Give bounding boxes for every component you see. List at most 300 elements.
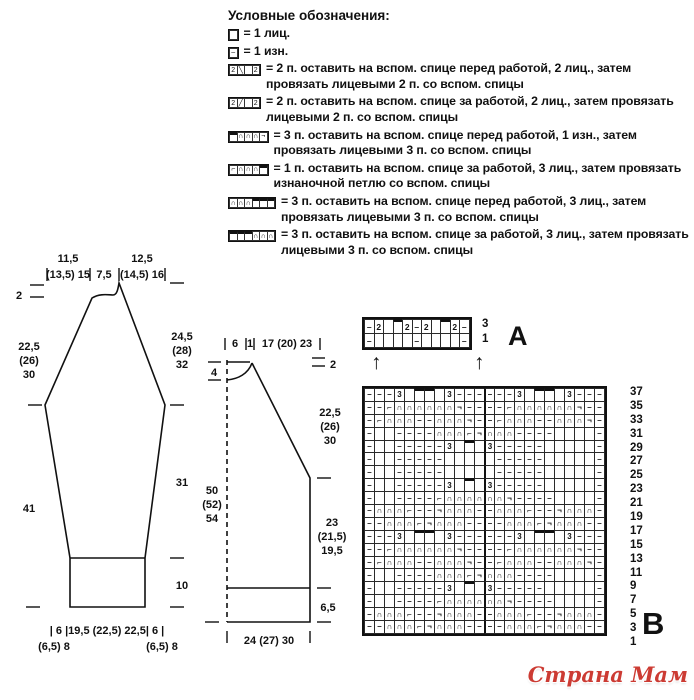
- stitch-cell: –: [404, 440, 415, 454]
- row-number: 21: [630, 497, 643, 510]
- stitch-cell: 2: [450, 319, 461, 334]
- stitch-cell: ∩: [444, 556, 455, 570]
- stitch-cell: ⌐: [404, 504, 415, 518]
- sleeve-left-upper: 30: [22, 369, 36, 381]
- stitch-cell: ∩: [434, 556, 445, 570]
- stitch-cell: –: [464, 620, 475, 634]
- stitch-cell: ∩: [394, 504, 405, 518]
- legend-title: Условные обозначения:: [228, 8, 390, 23]
- body-side-length: (21,5): [317, 531, 347, 543]
- stitch-cell: –: [534, 440, 545, 454]
- stitch-cell: –: [524, 491, 535, 505]
- body-total-length: 50: [205, 485, 219, 497]
- stitch-cell: ∩: [404, 620, 415, 634]
- stitch-cell: ∩: [494, 607, 505, 621]
- sleeve-left-upper: 22,5: [18, 341, 40, 353]
- stitch-cell: –: [404, 568, 415, 582]
- stitch-cell: ∩: [444, 543, 455, 557]
- stitch-cell: ⌐: [384, 401, 395, 415]
- body-front-neck-curve: [227, 363, 252, 380]
- stitch-cell: –: [404, 465, 415, 479]
- stitch-cell: –: [534, 427, 545, 441]
- sleeve-right-upper: (28): [172, 345, 192, 357]
- stitch-cell: ∩: [494, 594, 505, 608]
- stitch-cell: ⌐: [504, 401, 515, 415]
- stitch-cell: ∩: [564, 543, 575, 557]
- stitch-cell: ∩: [404, 543, 415, 557]
- stitch-cell: –: [404, 452, 415, 466]
- stitch-cell: –: [434, 465, 445, 479]
- stitch-cell: –: [514, 440, 525, 454]
- stitch-cell: ∩: [554, 414, 565, 428]
- stitch-cell: ∩: [238, 133, 244, 141]
- stitch-cell: ∩: [374, 607, 385, 621]
- stitch-cell: –: [394, 594, 405, 608]
- stitch-cell: –: [494, 517, 505, 531]
- stitch-cell: ∩: [444, 594, 455, 608]
- stitch-cell: –: [414, 504, 425, 518]
- cable-2-back-icon: [228, 97, 261, 109]
- repeat-arrow-icon: ↑: [474, 351, 485, 374]
- stitch-cell: ⌐: [414, 620, 425, 634]
- stitch-cell: ¬: [454, 401, 465, 415]
- stitch-cell: [267, 198, 276, 208]
- stitch-cell: ⌐: [384, 543, 395, 557]
- stitch-cell: ⌐: [534, 517, 545, 531]
- stitch-cell: –: [494, 581, 505, 595]
- chart-a-row-numbers: [482, 317, 488, 347]
- chart-a-label: A: [508, 321, 528, 351]
- stitch-cell: ⌐: [504, 543, 515, 557]
- stitch-cell: ∩: [404, 556, 415, 570]
- stitch-cell: –: [524, 568, 535, 582]
- stitch-cell: –: [534, 504, 545, 518]
- stitch-cell: ∩: [564, 607, 575, 621]
- stitch-cell: ∩: [544, 401, 555, 415]
- stitch-cell: ∩: [494, 427, 505, 441]
- row-number: 1: [482, 333, 489, 345]
- stitch-cell: ∩: [444, 401, 455, 415]
- stitch-cell: ⌐: [524, 504, 535, 518]
- row-number: 5: [630, 608, 637, 621]
- stitch-cell: ∩: [394, 543, 405, 557]
- stitch-cell: –: [459, 333, 470, 348]
- stitch-cell: –: [584, 620, 595, 634]
- stitch-cell: 3: [394, 530, 405, 544]
- stitch-cell: ∩: [454, 504, 465, 518]
- stitch-cell: ∩: [384, 414, 395, 428]
- stitch-cell: –: [504, 465, 515, 479]
- legend-item-cable-3-3-back: [228, 227, 690, 258]
- stitch-cell: –: [364, 452, 375, 466]
- stitch-cell: ∩: [434, 543, 445, 557]
- legend-item-text: = 2 п. оставить на вспом. спице за работой, 2 лиц., затем провязать лицевыми 2 п. со вспом. спицы: [266, 94, 674, 125]
- stitch-cell: –: [594, 543, 605, 557]
- stitch-cell: ∩: [484, 594, 495, 608]
- stitch-cell: –: [514, 568, 525, 582]
- stitch-cell: ¬: [464, 414, 475, 428]
- stitch-cell: ╲: [237, 65, 246, 75]
- row-number: 17: [630, 524, 643, 537]
- stitch-cell: ∩: [394, 517, 405, 531]
- body-raglan-and-side: [227, 363, 310, 622]
- sleeve-top-width-left: 11,5: [57, 253, 79, 265]
- sleeve-right-cuff: 10: [175, 580, 189, 592]
- stitch-cell: [229, 30, 238, 40]
- stitch-cell: ∩: [444, 568, 455, 582]
- stitch-cell: 2: [229, 65, 238, 75]
- stitch-cell: ∩: [574, 607, 585, 621]
- row-number: 35: [630, 399, 643, 412]
- stitch-cell: ¬: [474, 427, 485, 441]
- row-number: 11: [630, 566, 643, 579]
- stitch-cell: ∩: [554, 620, 565, 634]
- stitch-cell: –: [544, 607, 555, 621]
- legend-item-cable-3-front-1: [228, 128, 690, 159]
- stitch-cell: –: [424, 607, 435, 621]
- stitch-cell: –: [534, 568, 545, 582]
- row-number: 9: [630, 580, 637, 593]
- stitch-cell: ⌐: [494, 556, 505, 570]
- stitch-cell: –: [584, 401, 595, 415]
- stitch-cell: –: [434, 440, 445, 454]
- body-rib-height: 6,5: [320, 602, 336, 614]
- stitch-cell: –: [524, 427, 535, 441]
- stitch-cell: ∩: [394, 620, 405, 634]
- stitch-cell: –: [594, 620, 605, 634]
- stitch-cell: –: [594, 607, 605, 621]
- sleeve-bottom-left-sub: (6,5) 8: [38, 641, 70, 653]
- row-number: 3: [482, 318, 489, 330]
- stitch-cell: ∩: [494, 504, 505, 518]
- stitch-cell: –: [584, 517, 595, 531]
- stitch-cell: ∩: [444, 607, 455, 621]
- stitch-cell: –: [544, 491, 555, 505]
- stitch-cell: ∩: [474, 491, 485, 505]
- stitch-cell: –: [594, 440, 605, 454]
- stitch-cell: –: [414, 478, 425, 492]
- row-number: 31: [630, 427, 643, 440]
- stitch-cell: –: [414, 594, 425, 608]
- stitch-cell: –: [414, 491, 425, 505]
- stitch-cell: –: [424, 465, 435, 479]
- stitch-cell: ∩: [524, 543, 535, 557]
- stitch-cell: –: [414, 414, 425, 428]
- stitch-cell: ¬: [584, 414, 595, 428]
- stitch-cell: ∩: [574, 517, 585, 531]
- stitch-cell: ∩: [574, 414, 585, 428]
- body-side-length: 23: [325, 517, 339, 529]
- stitch-cell: –: [454, 530, 465, 544]
- stitch-cell: –: [459, 319, 470, 334]
- stitch-cell: –: [364, 517, 375, 531]
- cable-3-3-back-icon: [228, 230, 276, 242]
- stitch-cell: –: [414, 607, 425, 621]
- stitch-cell: ∩: [484, 427, 495, 441]
- repeat-arrow-icon: ↑: [371, 351, 382, 374]
- row-number: 1: [630, 636, 637, 649]
- stitch-cell: –: [414, 440, 425, 454]
- stitch-cell: –: [524, 440, 535, 454]
- stitch-cell: ∩: [444, 620, 455, 634]
- stitch-cell: –: [394, 452, 405, 466]
- stitch-cell: –: [514, 465, 525, 479]
- body-top-neck-width: 6: [231, 338, 239, 350]
- stitch-cell: –: [424, 491, 435, 505]
- stitch-cell: –: [534, 465, 545, 479]
- stitch-cell: ⌐: [374, 414, 385, 428]
- stitch-cell: 3: [444, 440, 455, 454]
- stitch-cell: ∩: [268, 232, 274, 240]
- stitch-cell: –: [424, 568, 435, 582]
- body-total-length: (52): [202, 499, 222, 511]
- stitch-cell: ⌐: [494, 414, 505, 428]
- body-side-length: 19,5: [321, 545, 343, 557]
- row-number: 13: [630, 552, 643, 565]
- stitch-cell: –: [494, 530, 505, 544]
- stitch-cell: ∩: [454, 491, 465, 505]
- stitch-cell: ∩: [554, 543, 565, 557]
- sleeve-left-upper: (26): [19, 355, 39, 367]
- stitch-cell: –: [524, 594, 535, 608]
- stitch-cell: ∩: [454, 414, 465, 428]
- sleeve-bottom-right-sub: (6,5) 8: [146, 641, 178, 653]
- stitch-cell: [259, 165, 268, 175]
- stitch-cell: –: [364, 581, 375, 595]
- stitch-cell: –: [534, 581, 545, 595]
- stitch-cell: ∩: [434, 414, 445, 428]
- stitch-cell: –: [484, 607, 495, 621]
- symbol-legend: [228, 8, 690, 261]
- stitch-cell: ∩: [238, 199, 244, 207]
- legend-item-knit: [228, 26, 690, 42]
- stitch-cell: ∩: [384, 556, 395, 570]
- legend-item-cable-1-back-3: [228, 161, 690, 192]
- legend-item-text: = 2 п. оставить на вспом. спице перед работой, 2 лиц., затем провязать лицевыми 2 п. со вспом. спицы: [266, 61, 632, 91]
- stitch-cell: ∩: [414, 401, 425, 415]
- stitch-cell: ∩: [544, 543, 555, 557]
- stitch-cell: –: [424, 452, 435, 466]
- stitch-cell: –: [594, 414, 605, 428]
- row-number: 33: [630, 413, 643, 426]
- stitch-cell: ∩: [394, 607, 405, 621]
- stitch-cell: –: [484, 414, 495, 428]
- stitch-cell: ∩: [464, 594, 475, 608]
- stitch-cell: –: [474, 530, 485, 544]
- stitch-cell: ∩: [424, 401, 435, 415]
- sleeve-top-width-right-sub: (14,5) 16: [119, 269, 165, 281]
- stitch-cell: –: [484, 543, 495, 557]
- stitch-cell: –: [484, 620, 495, 634]
- stitch-cell: –: [474, 517, 485, 531]
- stitch-cell: –: [364, 543, 375, 557]
- stitch-cell: –: [364, 568, 375, 582]
- stitch-cell: –: [414, 568, 425, 582]
- cable-2-front-icon: [228, 64, 261, 76]
- stitch-cell: ∩: [444, 504, 455, 518]
- stitch-cell: ¬: [424, 620, 435, 634]
- stitch-cell: ⌐: [524, 607, 535, 621]
- legend-item-text: = 1 п. оставить на вспом. спице за работой, 3 лиц., затем провязать изнаночной петлю со вспом. спицы: [273, 160, 682, 191]
- stitch-cell: ⌐: [404, 607, 415, 621]
- row-number: 15: [630, 538, 643, 551]
- stitch-cell: –: [464, 543, 475, 557]
- stitch-cell: –: [404, 478, 415, 492]
- stitch-cell: –: [474, 388, 485, 402]
- stitch-cell: ∩: [564, 620, 575, 634]
- stitch-cell: ⌐: [464, 568, 475, 582]
- sleeve-top-width-center: 7,5: [96, 269, 112, 281]
- legend-item-text: = 3 п. оставить на вспом. спице перед работой, 3 лиц., затем провязать лицевыми 3 п. со вспом. спицы: [281, 194, 647, 224]
- body-schematic: [190, 330, 360, 665]
- stitch-cell: –: [464, 517, 475, 531]
- stitch-cell: –: [514, 581, 525, 595]
- stitch-cell: –: [484, 530, 495, 544]
- stitch-cell: –: [394, 491, 405, 505]
- stitch-cell: ∩: [434, 568, 445, 582]
- sleeve-top-width-right: 12,5: [131, 253, 153, 265]
- stitch-cell: ∩: [404, 517, 415, 531]
- body-total-length: 54: [205, 513, 219, 525]
- stitch-cell: ∩: [394, 414, 405, 428]
- stitch-cell: ∩: [404, 401, 415, 415]
- stitch-cell: –: [464, 530, 475, 544]
- stitch-cell: ∩: [574, 556, 585, 570]
- stitch-cell: –: [384, 530, 395, 544]
- stitch-cell: ∩: [454, 607, 465, 621]
- stitch-cell: ∩: [384, 517, 395, 531]
- stitch-cell: ∩: [574, 620, 585, 634]
- stitch-cell: ∩: [414, 543, 425, 557]
- stitch-cell: ¬: [454, 543, 465, 557]
- stitch-cell: –: [494, 401, 505, 415]
- row-number: 37: [630, 386, 643, 398]
- stitch-cell: ∩: [534, 401, 545, 415]
- stitch-cell: –: [474, 543, 485, 557]
- legend-item-cable-2-front: [228, 61, 690, 92]
- body-raglan-length: 22,5: [319, 407, 341, 419]
- stitch-cell: –: [474, 414, 485, 428]
- stitch-cell: –: [364, 607, 375, 621]
- stitch-cell: ¬: [434, 504, 445, 518]
- stitch-cell: –: [414, 465, 425, 479]
- legend-item-text: = 3 п. оставить на вспом. спице перед работой, 1 изн., затем провязать лицевыми 3 п. со вспом. спицы: [273, 127, 637, 158]
- stitch-cell: 3: [564, 388, 575, 402]
- stitch-cell: ∩: [504, 607, 515, 621]
- stitch-cell: –: [374, 543, 385, 557]
- stitch-cell: ∩: [534, 543, 545, 557]
- stitch-cell: ¬: [434, 607, 445, 621]
- stitch-cell: –: [594, 556, 605, 570]
- stitch-cell: ∩: [253, 232, 259, 240]
- stitch-cell: –: [494, 478, 505, 492]
- cable-3-3-front-icon: [228, 197, 276, 209]
- stitch-cell: –: [394, 581, 405, 595]
- body-bottom-width: 24 (27) 30: [243, 635, 295, 647]
- stitch-cell: ∩: [564, 414, 575, 428]
- stitch-cell: ∩: [514, 556, 525, 570]
- stitch-cell: –: [414, 556, 425, 570]
- stitch-cell: 3: [444, 581, 455, 595]
- stitch-cell: ¬: [464, 556, 475, 570]
- stitch-cell: ∩: [564, 504, 575, 518]
- stitch-cell: ∩: [524, 401, 535, 415]
- stitch-cell: –: [474, 504, 485, 518]
- stitch-cell: ¬: [544, 517, 555, 531]
- stitch-cell: –: [374, 388, 385, 402]
- stitch-cell: 3: [444, 388, 455, 402]
- stitch-cell: –: [514, 491, 525, 505]
- stitch-cell: –: [364, 401, 375, 415]
- sleeve-left-top-mark: 2: [15, 290, 23, 302]
- stitch-cell: ¬: [554, 607, 565, 621]
- stitch-cell: –: [364, 620, 375, 634]
- stitch-cell: –: [594, 465, 605, 479]
- stitch-cell: ∩: [504, 556, 515, 570]
- legend-item-cable-3-3-front: [228, 194, 690, 225]
- stitch-cell: ∩: [434, 517, 445, 531]
- row-number: 25: [630, 469, 643, 482]
- stitch-cell: ∩: [564, 401, 575, 415]
- stitch-cell: ∩: [245, 166, 251, 174]
- sleeve-left-lower: 41: [22, 503, 36, 515]
- stitch-cell: –: [534, 478, 545, 492]
- stitch-cell: ∩: [504, 517, 515, 531]
- purl-stitch-icon: [228, 47, 239, 59]
- stitch-cell: ∩: [454, 556, 465, 570]
- stitch-cell: –: [404, 427, 415, 441]
- stitch-cell: ⌐: [464, 427, 475, 441]
- stitch-cell: –: [454, 388, 465, 402]
- stitch-cell: 3: [514, 530, 525, 544]
- chart-b-label: B: [642, 606, 665, 641]
- stitch-cell: –: [394, 478, 405, 492]
- stitch-cell: –: [464, 401, 475, 415]
- stitch-cell: –: [364, 427, 375, 441]
- stitch-cell: ∩: [504, 504, 515, 518]
- stitch-cell: –: [364, 594, 375, 608]
- stitch-cell: –: [474, 607, 485, 621]
- stitch-cell: –: [544, 414, 555, 428]
- stitch-cell: 3: [444, 478, 455, 492]
- stitch-cell: –: [594, 504, 605, 518]
- body-raglan-length: (26): [320, 421, 340, 433]
- stitch-cell: –: [514, 427, 525, 441]
- stitch-cell: ∩: [584, 607, 595, 621]
- stitch-cell: ╱: [237, 98, 246, 108]
- stitch-cell: –: [484, 388, 495, 402]
- stitch-cell: ∩: [245, 133, 251, 141]
- stitch-cell: –: [524, 478, 535, 492]
- stitch-cell: 3: [564, 530, 575, 544]
- stitch-cell: –: [434, 581, 445, 595]
- stitch-cell: ∩: [454, 427, 465, 441]
- stitch-cell: –: [464, 388, 475, 402]
- stitch-cell: ∩: [584, 504, 595, 518]
- stitch-cell: –: [394, 465, 405, 479]
- stitch-cell: –: [594, 478, 605, 492]
- stitch-cell: ∩: [444, 491, 455, 505]
- stitch-cell: –: [494, 388, 505, 402]
- stitch-cell: –: [574, 530, 585, 544]
- stitch-cell: 2: [229, 98, 238, 108]
- stitch-cell: –: [364, 504, 375, 518]
- stitch-cell: –: [364, 319, 375, 334]
- stitch-cell: –: [524, 452, 535, 466]
- stitch-cell: ∩: [384, 620, 395, 634]
- stitch-cell: ⌐: [434, 594, 445, 608]
- stitch-cell: –: [544, 556, 555, 570]
